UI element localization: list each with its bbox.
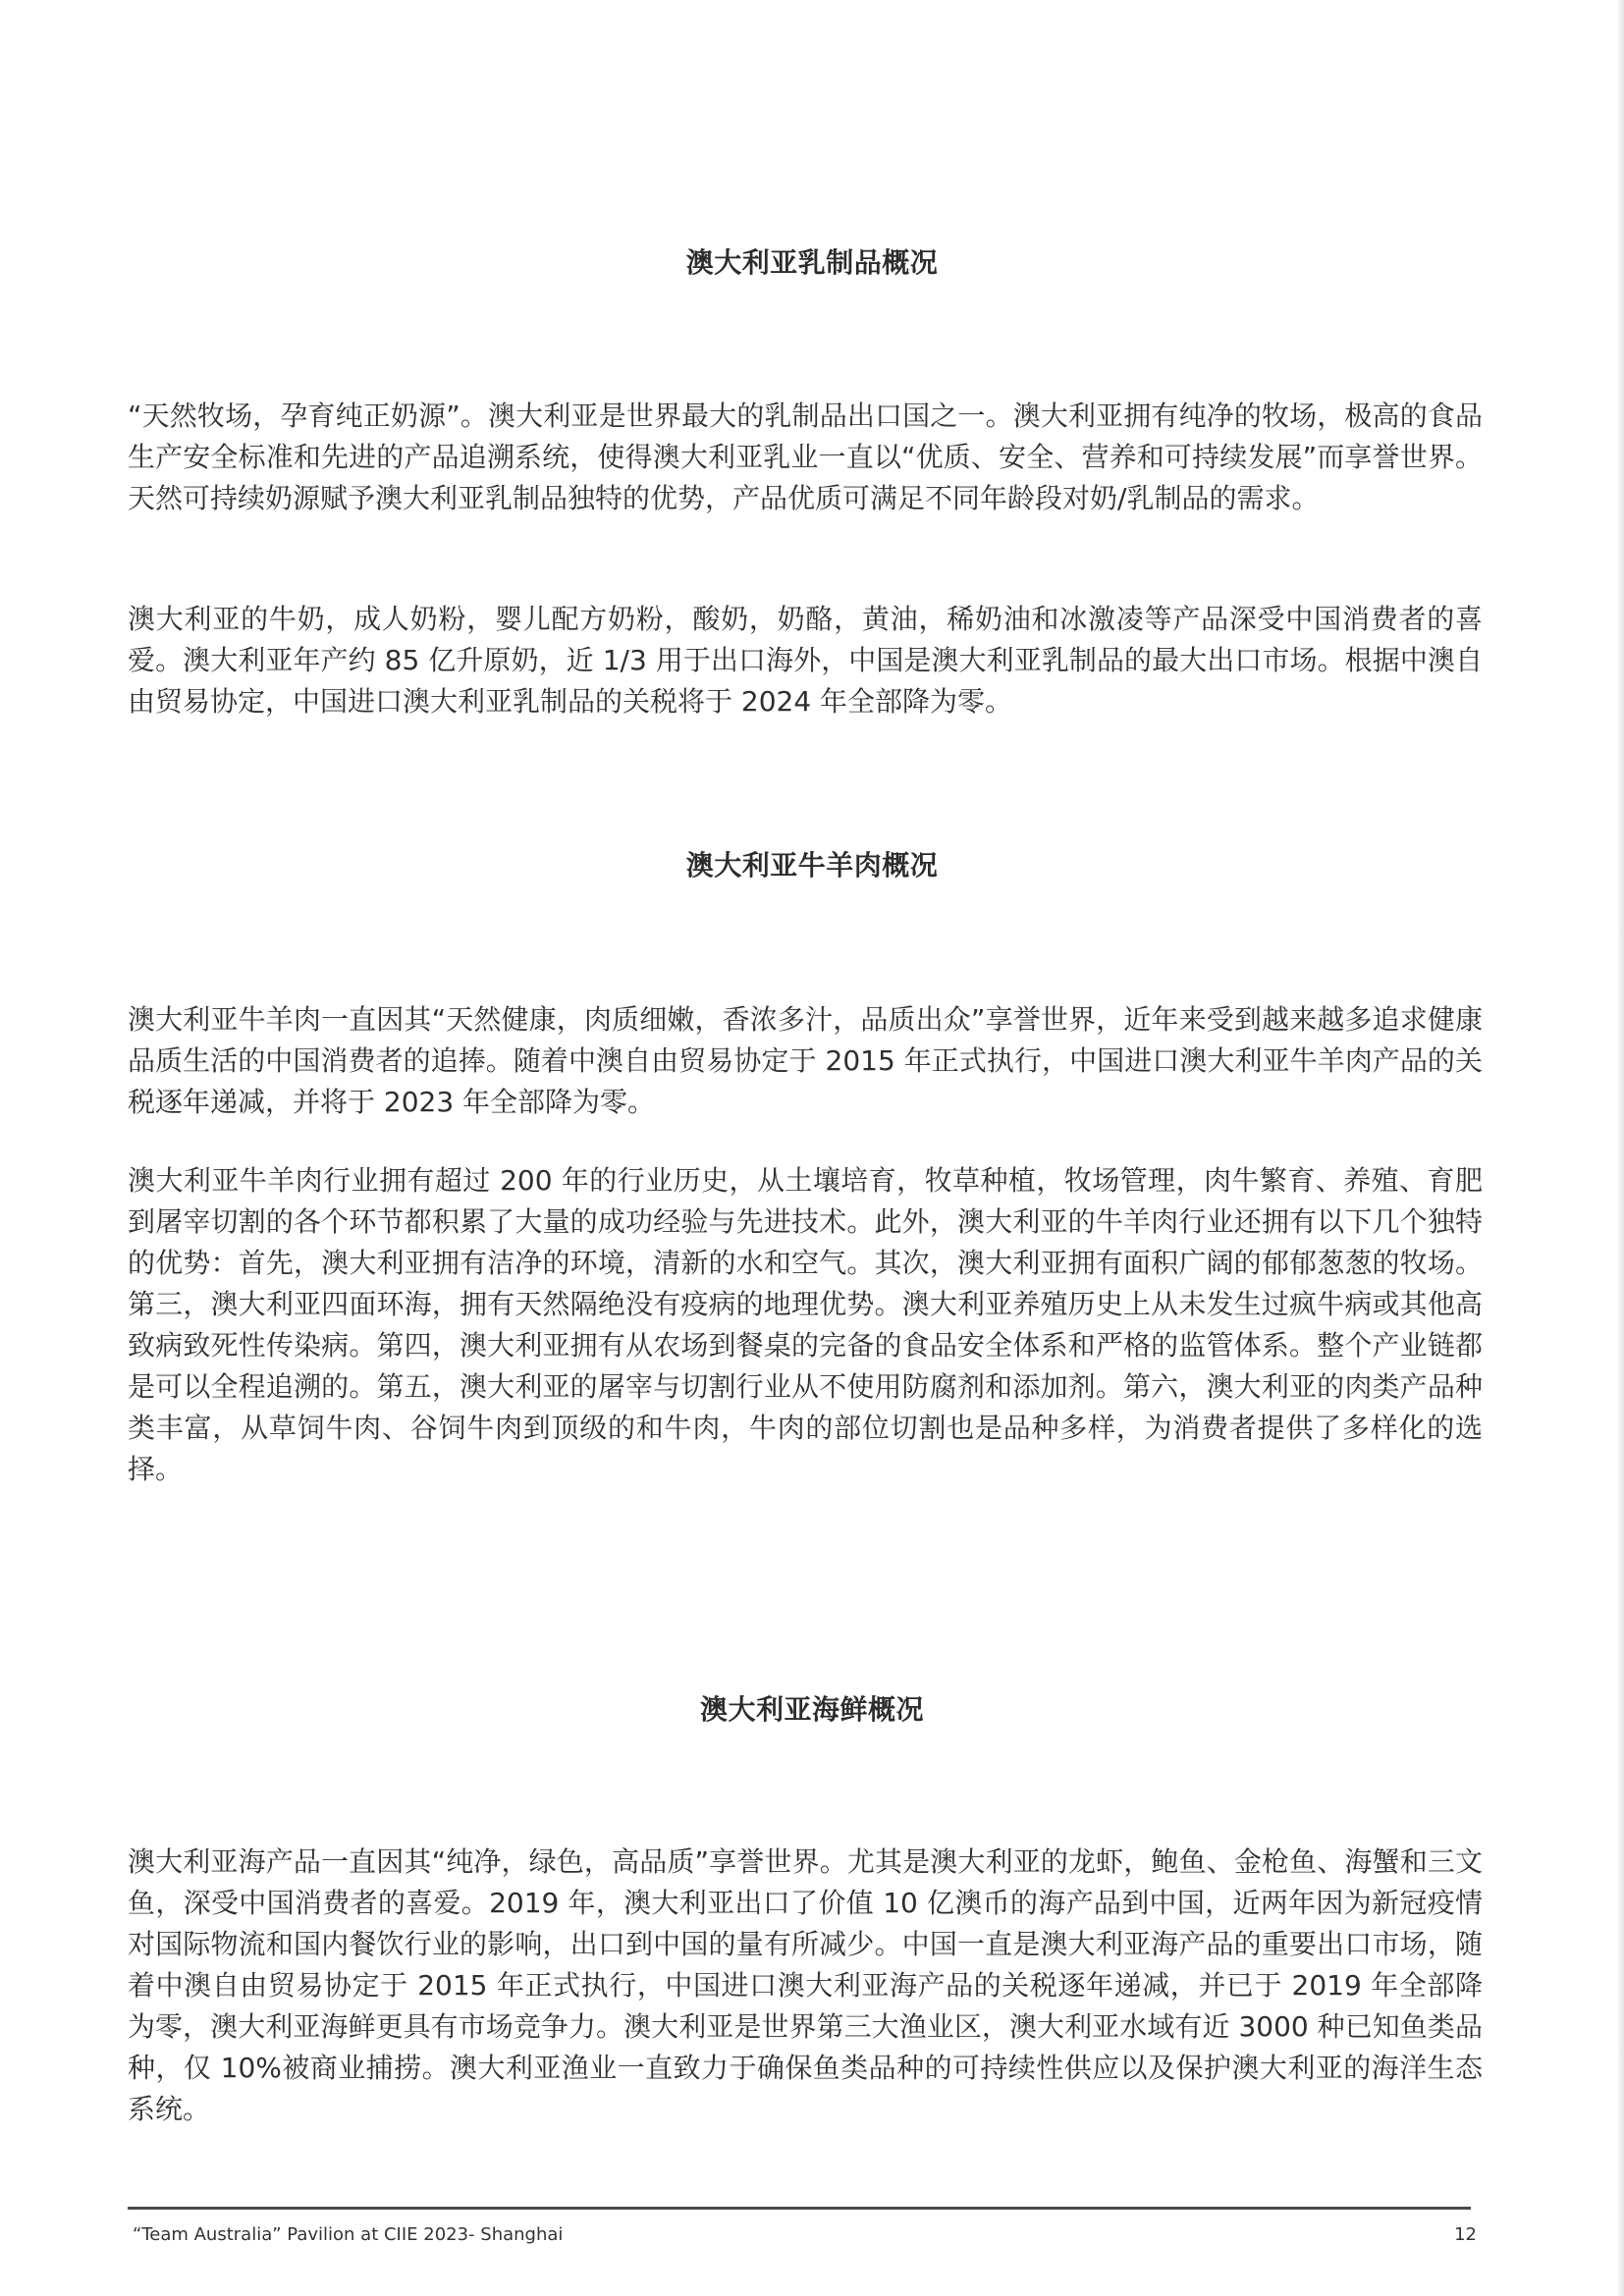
meat-paragraph-1: 澳大利亚牛羊肉一直因其“天然健康，肉质细嫩，香浓多汁，品质出众”享誉世界，近年来受到越来越多追求健康品质生活的中国消费者的追捧。随着中澳自由贸易协定于 2015 年正式执行，中国进口澳大利亚牛羊肉产品的关税逐年递减，并将于 2023 年全部降为零。 [128, 1003, 1483, 1118]
footer-caption: “Team Australia” Pavilion at CIIE 2023- Shanghai [133, 2224, 564, 2245]
seafood-paragraph-1: 澳大利亚海产品一直因其“纯净，绿色，高品质”享誉世界。尤其是澳大利亚的龙虾，鲍鱼、金枪鱼、海蟹和三文鱼，深受中国消费者的喜爱。2019 年，澳大利亚出口了价值 10 亿澳币的海产品到中国，近两年因为新冠疫情对国际物流和国内餐饮行业的影响，出口到中国的量有所减少。中国一直是澳大利亚海产品的重要出口市场，随着中澳自由贸易协定于 2015 年正式执行，中国进口澳大利亚海产品的关税逐年递减，并已于 2019 年全部降为零，澳大利亚海鲜更具有市场竞争力。澳大利亚是世界第三大渔业区，澳大利亚水域有近 3000 种已知鱼类品种，仅 10%被商业捕捞。澳大利亚渔业一直致力于确保鱼类品种的可持续性供应以及保护澳大利亚的海洋生态系统。 [128, 1845, 1483, 2125]
dairy-paragraph-1: “天然牧场，孕育纯正奶源”。澳大利亚是世界最大的乳制品出口国之一。澳大利亚拥有纯净的牧场，极高的食品生产安全标准和先进的产品追溯系统，使得澳大利亚乳业一直以“优质、安全、营养和可持续发展”而享誉世界。天然可持续奶源赋予澳大利亚乳制品独特的优势，产品优质可满足不同年龄段对奶/乳制品的需求。 [128, 400, 1483, 514]
meat-section-title: 澳大利亚牛羊肉概况 [685, 849, 939, 881]
dairy-section-title: 澳大利亚乳制品概况 [685, 246, 939, 279]
footer-divider [128, 2207, 1471, 2210]
seafood-section-title: 澳大利亚海鲜概况 [699, 1693, 924, 1726]
page-number: 12 [1454, 2224, 1477, 2245]
meat-paragraph-2: 澳大利亚牛羊肉行业拥有超过 200 年的行业历史，从土壤培育，牧草种植，牧场管理，肉牛繁育、养殖、育肥到屠宰切割的各个环节都积累了大量的成功经验与先进技术。此外，澳大利亚的牛羊肉行业还拥有以下几个独特的优势：首先，澳大利亚拥有洁净的环境，清新的水和空气。其次，澳大利亚拥有面积广阔的郁郁葱葱的牧场。第三，澳大利亚四面环海，拥有天然隔绝没有疫病的地理优势。澳大利亚养殖历史上从未发生过疯牛病或其他高致病致死性传染病。第四，澳大利亚拥有从农场到餐桌的完备的食品安全体系和严格的监管体系。整个产业链都是可以全程追溯的。第五，澳大利亚的屠宰与切割行业从不使用防腐剂和添加剂。第六，澳大利亚的肉类产品种类丰富，从草饲牛肉、谷饲牛肉到顶级的和牛肉，牛肉的部位切割也是品种多样，为消费者提供了多样化的选择。 [128, 1164, 1483, 1485]
dairy-paragraph-2: 澳大利亚的牛奶，成人奶粉，婴儿配方奶粉，酸奶，奶酪，黄油，稀奶油和冰激凌等产品深受中国消费者的喜爱。澳大利亚年产约 85 亿升原奶，近 1/3 用于出口海外，中国是澳大利亚乳制品的最大出口市场。根据中澳自由贸易协定，中国进口澳大利亚乳制品的关税将于 2024 年全部降为零。 [128, 603, 1483, 718]
scan-edge-shadow [1618, 0, 1624, 2296]
